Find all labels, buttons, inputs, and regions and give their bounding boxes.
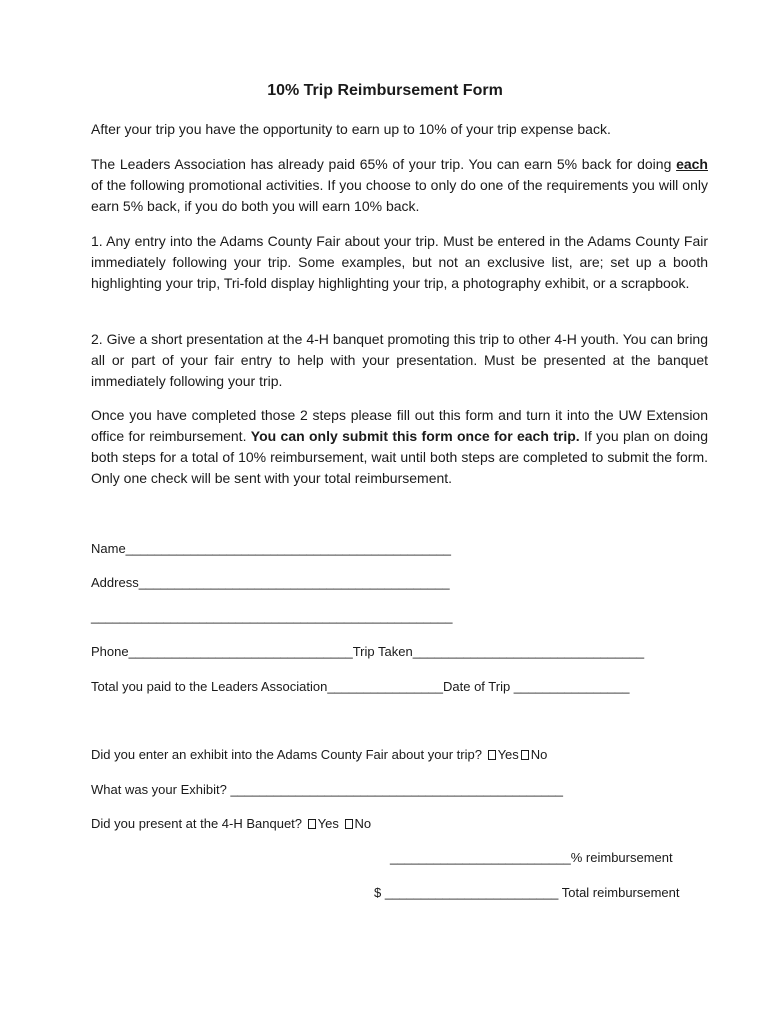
name-field[interactable]: Name_____________________________________________ — [91, 541, 452, 556]
para2-emphasis: each — [676, 156, 708, 172]
para5-text-before: Once you have completed those 2 steps please fill out this form and turn it into the UW Extension office for reimbursement. — [91, 407, 708, 444]
para2-text-after: of the following promotional activities. If you choose to only do one of the requirements you will only earn 5% back, if you do both you will earn 10% back. — [91, 177, 708, 214]
total-reimbursement-field[interactable]: $ ________________________ Total reimbursement — [374, 885, 680, 900]
para5-text-after: If you plan on doing both steps for a total of 10% reimbursement, wait until both steps are completed to submit the form. Only one check will be sent with your total reimbursement. — [91, 428, 708, 486]
total-paid-date-field[interactable]: Total you paid to the Leaders Association________________Date of Trip ________________ — [91, 679, 630, 694]
exhibit-question-text: Did you enter an exhibit into the Adams County Fair about your trip? — [91, 747, 482, 762]
requirement-1-paragraph: 1. Any entry into the Adams County Fair about your trip. Must be entered in the Adams County Fair immediately following your trip. Some examples, but not an exclusive list, are; set up a booth highlighting your trip, Tri-fold display highlighting your trip, a photography exhibit, or a scrapbook. — [91, 233, 708, 291]
percent-reimbursement-field[interactable]: _________________________% reimbursement — [390, 850, 673, 865]
banquet-question — [91, 816, 371, 831]
exhibit-question — [91, 747, 547, 762]
phone-trip-taken-field[interactable]: Phone_______________________________Trip Taken________________________________ — [91, 644, 645, 659]
para5-bold-text: You can only submit this form once for each trip. — [250, 428, 580, 444]
banquet-no-label: No — [354, 816, 372, 831]
yes-label: Yes — [497, 747, 519, 762]
address-field[interactable]: Address___________________________________________ — [91, 575, 450, 590]
para2-text-before: The Leaders Association has already paid 65% of your trip. You can earn 5% back for doing — [91, 156, 677, 172]
yes-checkbox[interactable] — [488, 750, 496, 760]
no-label: No — [530, 747, 548, 762]
instructions-paragraph — [91, 405, 708, 489]
leaders-association-paragraph — [91, 154, 708, 217]
banquet-yes-label: Yes — [317, 816, 339, 831]
intro-paragraph: After your trip you have the opportunity to earn up to 10% of your trip expense back. — [91, 121, 611, 137]
banquet-no-checkbox[interactable] — [345, 819, 353, 829]
banquet-yes-checkbox[interactable] — [308, 819, 316, 829]
banquet-question-text: Did you present at the 4-H Banquet? — [91, 816, 303, 831]
requirement-2-paragraph: 2. Give a short presentation at the 4-H banquet promoting this trip to other 4-H youth. You can bring all or part of your fair entry to help with your presentation. Must be presented at the banquet immediately following your trip. — [91, 331, 708, 389]
no-checkbox[interactable] — [521, 750, 529, 760]
address-line-2-field[interactable]: __________________________________________________ — [91, 609, 453, 624]
exhibit-description-field[interactable]: What was your Exhibit? ______________________________________________ — [91, 782, 564, 797]
page-title: 10% Trip Reimbursement Form — [267, 82, 503, 99]
